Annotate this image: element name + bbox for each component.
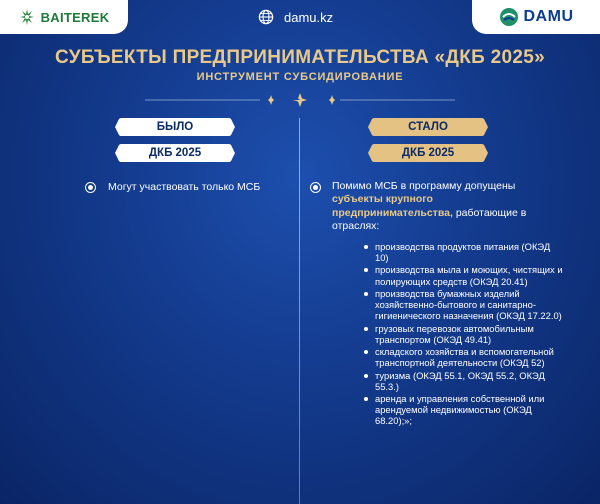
was-label: БЫЛО (156, 121, 194, 133)
list-item: грузовых перевозок автомобильным транспортом (ОКЭД 49.41) (363, 323, 563, 345)
radio-bullet-icon (85, 182, 96, 193)
website-label[interactable]: damu.kz (284, 9, 334, 25)
website-link[interactable] (258, 9, 333, 25)
became-text-after: работающие в отраслях: (332, 206, 527, 232)
was-program-pill (113, 143, 237, 163)
was-program: ДКБ 2025 (148, 147, 202, 159)
damu-logo (472, 0, 600, 34)
baiterek-logo-text: BAITEREK (40, 9, 110, 25)
was-label-pill (113, 117, 237, 137)
became-text-bold: субъекты крупного предпринимательства, (332, 193, 453, 219)
radio-bullet-icon (310, 182, 321, 193)
globe-icon (258, 9, 274, 25)
became-label: СТАЛО (408, 121, 448, 133)
damu-logo-text: DAMU (523, 8, 574, 25)
list-item: складского хозяйства и вспомогательной транспортной деятельности (ОКЭД 52) (363, 346, 563, 368)
damu-logo-icon (499, 7, 519, 27)
became-text-before: Помимо МСБ в программу допущены (332, 180, 516, 192)
column-divider (299, 118, 300, 504)
baiterek-logo-icon (19, 8, 35, 26)
became-program-pill (366, 143, 490, 163)
top-bar (0, 0, 600, 36)
list-item: производства бумажных изделий хозяйственно-бытового и санитарно-гигиенического назначения (ОКЭД 17.22.0) (363, 288, 563, 321)
list-item: аренда и управления собственной или арендуемой недвижимостью (ОКЭД 68.20);»; (363, 393, 563, 426)
baiterek-logo (0, 0, 128, 34)
was-description: Могут участвовать только МСБ (108, 181, 261, 193)
sparkle-divider (145, 92, 455, 108)
became-program: ДКБ 2025 (401, 147, 455, 159)
list-item: туризма (ОКЭД 55.1, ОКЭД 55.2, ОКЭД 55.3.) (363, 370, 563, 392)
industry-list (363, 241, 563, 428)
became-description (332, 180, 552, 233)
became-label-pill (366, 117, 490, 137)
page-subtitle: ИНСТРУМЕНТ СУБСИДИРОВАНИЕ (196, 71, 404, 83)
page-title: СУБЪЕКТЫ ПРЕДПРИНИМАТЕЛЬСТВА «ДКБ 2025» (54, 47, 546, 68)
sparkle-icon (268, 93, 335, 107)
list-item: производства мыла и моющих, чистящих и полирующих средств (ОКЭД 20.41) (363, 264, 563, 286)
list-item: производства продуктов питания (ОКЭД 10) (363, 241, 563, 263)
